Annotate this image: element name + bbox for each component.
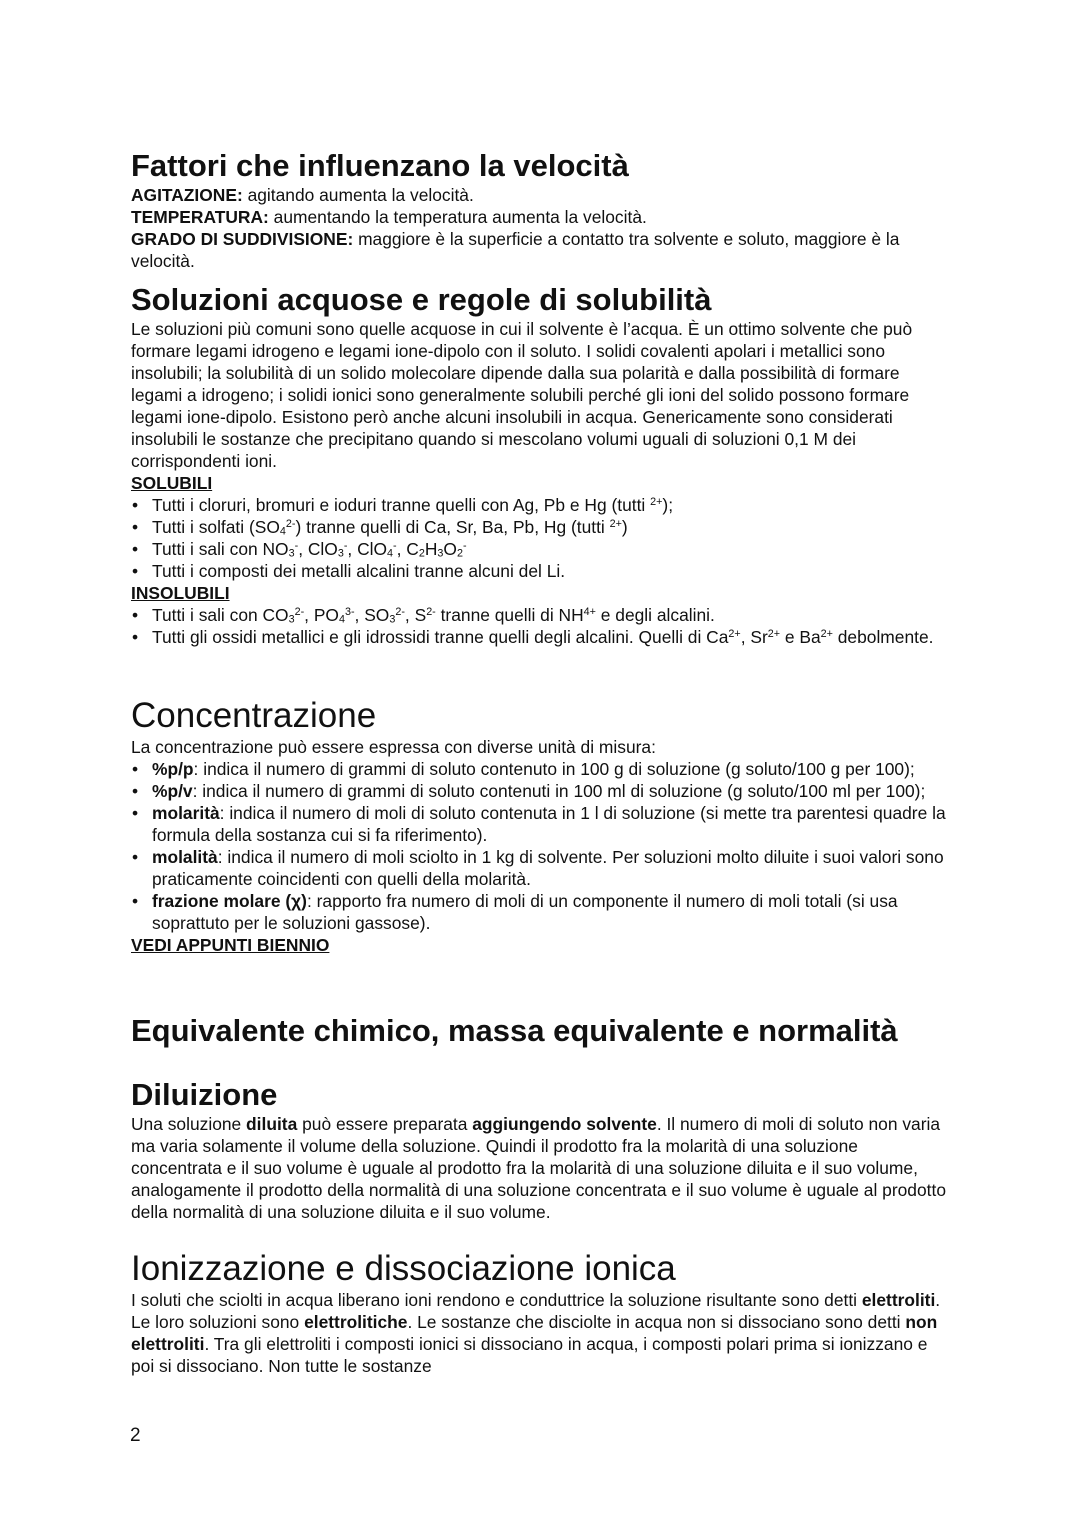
intro-concentrazione: La concentrazione può essere espressa con diverse unità di misura: [131, 737, 656, 757]
text-run: , C [396, 539, 419, 559]
text-run: , SO [354, 605, 390, 625]
text-run: TEMPERATURA: [131, 207, 269, 227]
text-run: H [424, 539, 438, 559]
paragraph-soluzioni [131, 318, 953, 472]
text-run: - [343, 540, 348, 553]
link-appunti-biennio: VEDI APPUNTI BIENNIO [131, 935, 330, 955]
text-run: GRADO DI SUDDIVISIONE: [131, 229, 354, 249]
text-run: aggiungendo solvente [472, 1114, 657, 1134]
text-run: . Tra gli elettroliti i composti ionici si dissociano in acqua, i composti polari prima si ionizzano e poi si dissociano. Non tutte le sostanze [131, 1334, 928, 1376]
text-run: 2 [456, 547, 463, 560]
text-run: diluita [246, 1114, 298, 1134]
text-run: 3 [288, 613, 295, 626]
text-run: elettroliti [861, 1290, 936, 1310]
text-run: non elettroliti [131, 1312, 938, 1354]
list-item [131, 846, 953, 890]
text-run: maggiore è la superficie a contatto tra solvente e soluto, maggiore è la velocità. [131, 229, 900, 271]
text-run: 4 [279, 525, 286, 538]
text-run: : indica il numero di grammi di soluto contenuto in 100 g di soluzione (g soluto/100 g per 100); [193, 759, 915, 779]
list-item [131, 758, 953, 780]
text-run: I soluti che sciolti in acqua liberano ioni rendono e conduttrice la soluzione risultante sono detti [131, 1290, 862, 1310]
line-temperatura [131, 206, 953, 228]
text-run: ) [621, 517, 628, 537]
text-run: . Le sostanze che disciolte in acqua non si dissociano sono detti [407, 1312, 906, 1332]
text-run: 2- [426, 606, 436, 619]
heading-fattori: Fattori che influenzano la velocità [131, 148, 629, 183]
text-run: - [393, 540, 397, 553]
paragraph-diluizione [131, 1113, 953, 1223]
text-run: - [462, 540, 467, 553]
text-run: Tutti i sali con NO [152, 539, 289, 559]
text-run: ) tranne quelli di Ca, Sr, Ba, Pb, Hg (tutti [295, 517, 610, 537]
text-run: Tutti i sali con CO [152, 605, 289, 625]
text-run: Tutti i solfati (SO [152, 517, 280, 537]
text-run: : rapporto fra numero di moli di un componente il numero di moli totali (si usa soprattuto per le soluzioni gassose). [152, 891, 898, 933]
text-run: 4 [338, 613, 345, 626]
text-run: , S [404, 605, 427, 625]
list-item [131, 538, 953, 560]
section-diluizione [131, 1077, 953, 1223]
list-solubili [131, 494, 953, 582]
label-insolubili: INSOLUBILI [131, 583, 230, 603]
text-run: O [443, 539, 457, 559]
section-concentrazione [131, 696, 953, 956]
heading-diluizione: Diluizione [131, 1077, 278, 1112]
text-run: 2+ [650, 496, 663, 509]
heading-ionizzazione: Ionizzazione e dissociazione ionica [131, 1249, 676, 1288]
text-run: : indica il numero di moli di soluto contenuta in 1 l di soluzione (si mette tra parentesi quadre la formula della sostanza cui si fa riferimento). [152, 803, 946, 845]
text-run: Una soluzione [131, 1114, 247, 1134]
section-soluzioni [131, 282, 953, 648]
list-item [131, 780, 953, 802]
text-run: molarità [152, 803, 220, 823]
text-run: 2+ [609, 518, 622, 531]
text-run: ); [662, 495, 674, 515]
text-run: , ClO [298, 539, 338, 559]
text-run: , Sr [740, 627, 768, 647]
text-run: 3- [344, 606, 355, 619]
text-run: : indica il numero di moli sciolto in 1 kg di solvente. Per soluzioni molto diluite i suoi valori sono praticamente coincidenti con quelli della molarità. [152, 847, 944, 889]
list-unita [131, 758, 953, 934]
line-suddivisione [131, 228, 953, 272]
text-run: e degli alcalini. [595, 605, 715, 625]
list-item [131, 516, 953, 538]
list-item [131, 560, 953, 582]
text-run: - [294, 540, 299, 553]
section-ionizzazione [131, 1249, 953, 1377]
text-run: 4+ [583, 606, 596, 619]
list-insolubili [131, 604, 953, 648]
text-run: %p/p [152, 759, 194, 779]
text-run: 2+ [820, 628, 833, 641]
text-run: : indica il numero di grammi di soluto contenuti in 100 ml di soluzione (g soluto/100 ml per 100); [192, 781, 926, 801]
list-item [131, 494, 953, 516]
text-run: . Le loro soluzioni sono [131, 1290, 941, 1332]
label-solubili: SOLUBILI [131, 473, 213, 493]
text-run: , PO [304, 605, 339, 625]
text-run: 3 [288, 547, 295, 560]
page-number: 2 [130, 1425, 141, 1446]
text-run: 2 [418, 547, 425, 560]
text-run: 2- [294, 606, 305, 619]
text-run: può essere preparata [297, 1114, 473, 1134]
section-equivalente [131, 1013, 953, 1049]
line-agitazione [131, 184, 953, 206]
text-run: , ClO [347, 539, 388, 559]
text-run: 3 [337, 547, 344, 560]
text-run: 3 [389, 613, 396, 626]
text-run: 3 [437, 547, 444, 560]
text-run: 2+ [728, 628, 741, 641]
text-run: Tutti i composti dei metalli alcalini tranne alcuni del Li. [152, 561, 566, 581]
text-run: 2+ [767, 628, 781, 641]
text-run: 2- [285, 518, 296, 531]
list-item [131, 802, 953, 846]
text-run: tranne quelli di NH [435, 605, 584, 625]
paragraph-ionizzazione [131, 1289, 953, 1377]
text-run: 2- [395, 606, 405, 619]
text-run: Tutti gli ossidi metallici e gli idrossidi tranne quelli degli alcalini. Quelli di Ca [152, 627, 729, 647]
section-fattori [131, 148, 953, 272]
list-item [131, 604, 953, 626]
list-item [131, 626, 953, 648]
text-run: debolmente. [832, 627, 934, 647]
text-run: molalità [152, 847, 218, 867]
text-run: aumentando la temperatura aumenta la velocità. [268, 207, 647, 227]
text-run: agitando aumenta la velocità. [242, 185, 474, 205]
text-run: elettrolitiche [304, 1312, 408, 1332]
heading-concentrazione: Concentrazione [131, 696, 377, 735]
list-item [131, 890, 953, 934]
text-run: frazione molare (χ) [152, 891, 307, 911]
text-run: e Ba [780, 627, 821, 647]
text-run: Tutti i cloruri, bromuri e ioduri tranne quelli con Ag, Pb e Hg (tutti [152, 495, 651, 515]
text-run: AGITAZIONE: [131, 185, 243, 205]
text-run: %p/v [152, 781, 193, 801]
heading-equivalente: Equivalente chimico, massa equivalente e normalità [131, 1013, 898, 1048]
text-run: 4 [387, 547, 394, 560]
heading-soluzioni: Soluzioni acquose e regole di solubilità [131, 282, 712, 317]
text-run: . Il numero di moli di soluto non varia ma varia solamente il volume della soluzione. Quindi il prodotto fra la molarità di una soluzione concentrata e il suo volume è uguale al prodotto fra la molarità di una soluzione diluita e il suo volume, analogamente il prodotto della normalità di una soluzione concentrata e il suo volume è uguale al prodotto della normalità di una soluzione diluita e il suo volume. [131, 1114, 946, 1222]
text-run: Le soluzioni più comuni sono quelle acquose in cui il solvente è l’acqua. È un ottimo solvente che può formare legami idrogeno e legami ione-dipolo con il soluto. I solidi covalenti apolari i metallici sono insolubili; la solubilità di un solido molecolare dipende dalla sua polarità e dalla possibilità di formare legami a idrogeno; i solidi ionici sono generalmente solubili perché gli ioni del solido possono formare legami ione-dipolo. Esistono però anche alcuni insolubili in acqua. Genericamente sono considerati insolubili le sostanze che precipitano quando si mescolano volumi uguali di soluzioni 0,1 M dei corrispondenti ioni. [131, 319, 913, 471]
